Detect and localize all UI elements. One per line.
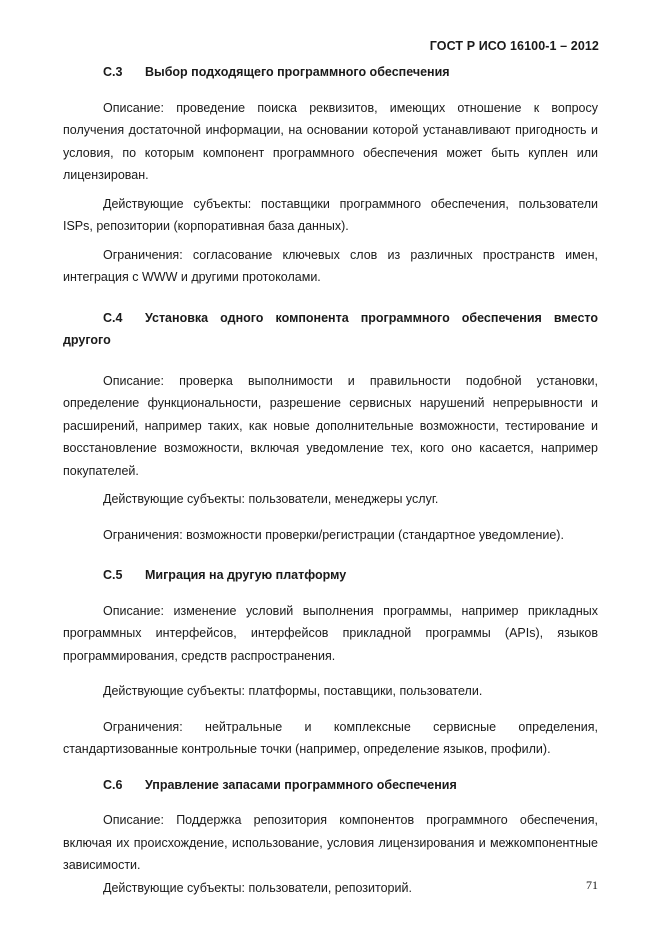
section-title: Управление запасами программного обеспечения (145, 777, 457, 792)
section-actors: Действующие субъекты: пользователи, репозиторий. (103, 880, 412, 895)
section-number: C.5 (103, 568, 123, 582)
section-actors: Действующие субъекты: поставщики программного обеспечения, пользователи ISPs, репозитории (корпоративная база данных). (63, 196, 598, 233)
section-constraints: Ограничения: согласование ключевых слов из различных пространств имен, интеграция с WWW и другими протоколами. (63, 247, 598, 284)
section-description: Описание: Поддержка репозитория компонентов программного обеспечения, включая их происхождение, использование, условия лицензирования и межкомпонентные зависимости. (63, 813, 598, 872)
section-heading-c5 (63, 564, 598, 587)
section-heading-c6 (63, 774, 598, 797)
section-number: C.3 (103, 65, 123, 79)
section-description: Описание: изменение условий выполнения программы, например прикладных программных интерфейсов, интерфейсов прикладной программы (APIs), языков программирования, средств распространения. (63, 603, 598, 663)
section-description: Описание: проведение поиска реквизитов, имеющих отношение к вопросу получения достаточной информации, на основании которой устанавливают пригодность и условия, по которым компонент программного обеспечения может быть куплен или лицензирован. (63, 100, 598, 182)
section-number: C.6 (103, 777, 123, 792)
section-constraints: Ограничения: возможности проверки/регистрации (стандартное уведомление). (103, 527, 564, 542)
section-number: C.4 (103, 310, 123, 325)
page-number: 71 (586, 878, 598, 892)
standard-header: ГОСТ Р ИСО 16100-1 – 2012 (429, 39, 599, 53)
section-title: Миграция на другую платформу (145, 568, 347, 582)
section-title: Выбор подходящего программного обеспечения (145, 65, 450, 79)
section-heading-c4 (63, 307, 598, 352)
section-description: Описание: проверка выполнимости и правильности подобной установки, определение функциональности, разрешение сервисных нарушений непрерывности и расширений, например таких, как новые дополнительные возможности, тестирование и восстановление возможности, включая уведомление тех, кого оно касается, например покупателей. (63, 373, 598, 478)
document-body (63, 61, 598, 899)
section-heading-c3 (63, 61, 598, 84)
section-title: Установка одного компонента программного обеспечения вместо другого (63, 310, 598, 347)
section-actors: Действующие субъекты: платформы, поставщики, пользователи. (103, 684, 483, 698)
section-actors: Действующие субъекты: пользователи, менеджеры услуг. (103, 492, 439, 506)
section-constraints: Ограничения: нейтральные и комплексные сервисные определения, стандартизованные контрольные точки (например, определение языков, профили). (63, 719, 598, 756)
